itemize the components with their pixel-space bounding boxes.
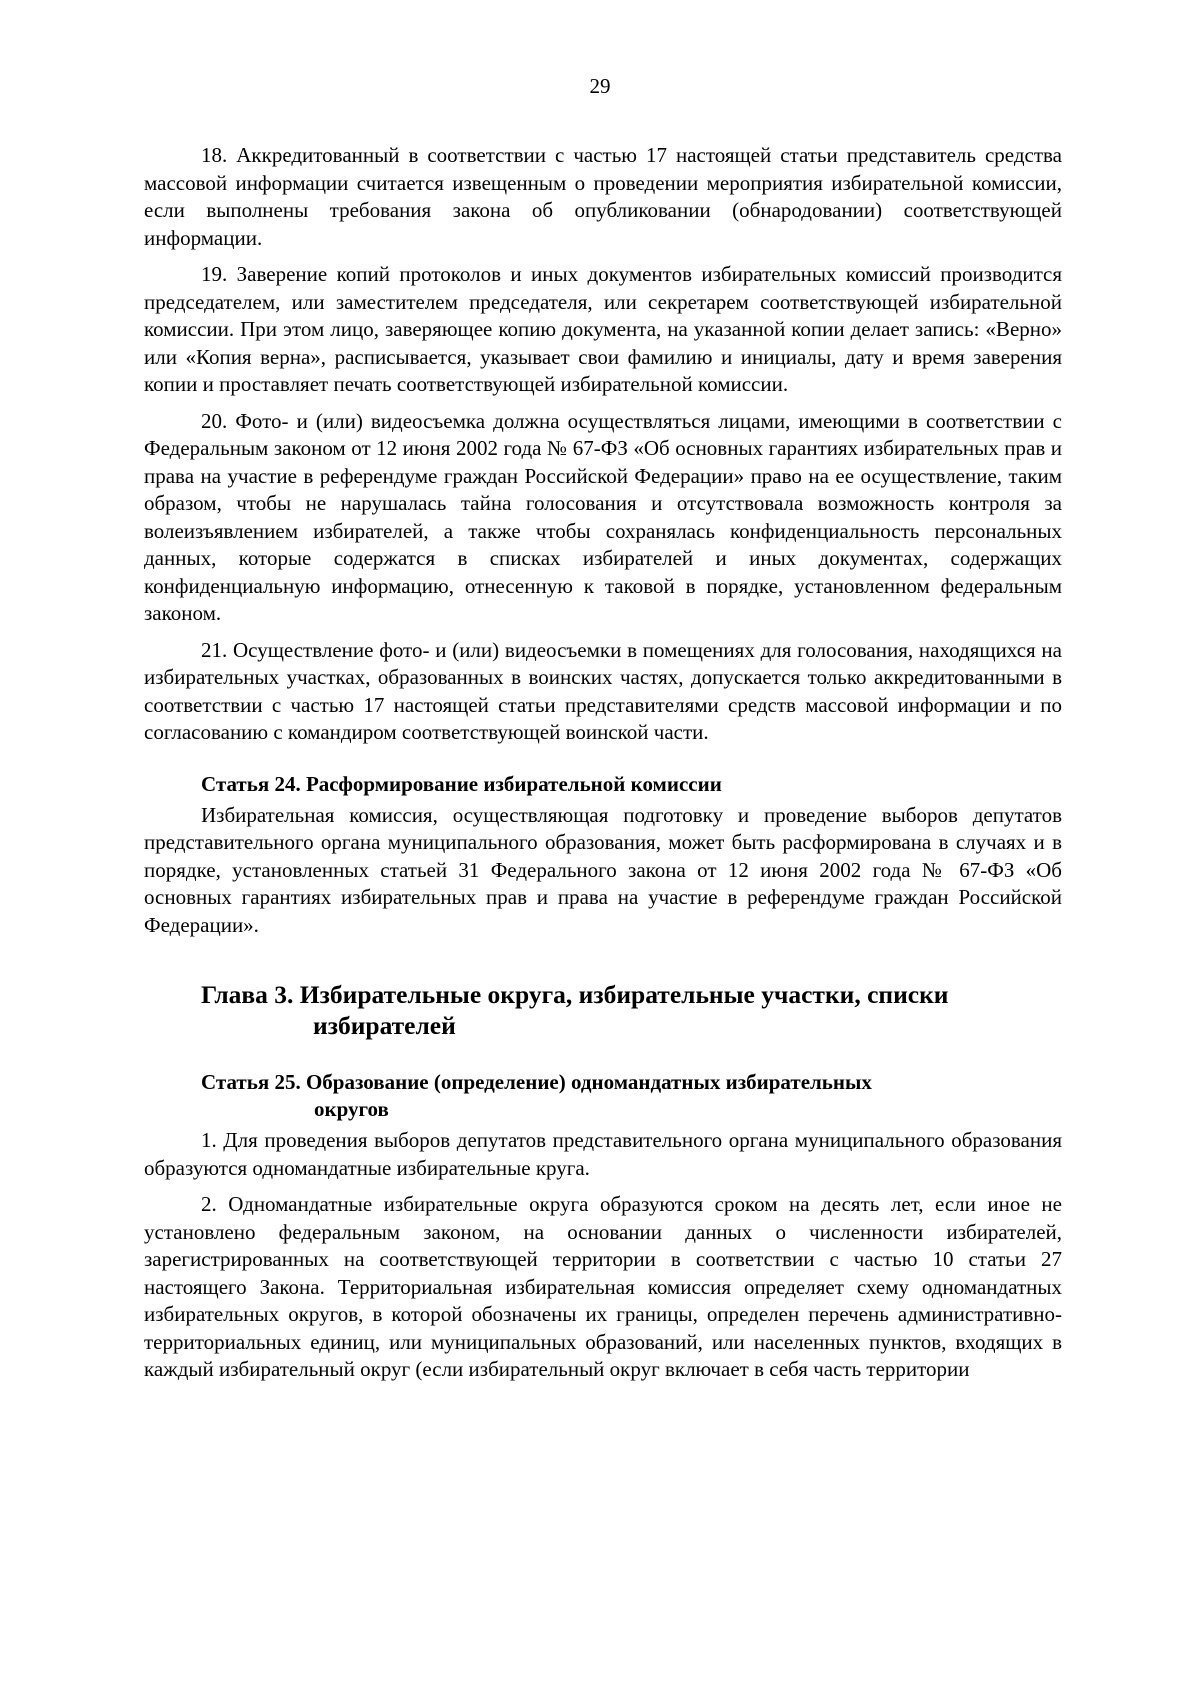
paragraph-20: 20. Фото- и (или) видеосъемка должна осуществляться лицами, имеющими в соответствии с Федеральным законом от 12 июня 2002 года № 67-ФЗ «Об основных гарантиях избирательных прав и права на участие в референдуме граждан Российской Федерации» право на ее осуществление, таким образом, чтобы не нарушалась тайна голосования и отсутствовала возможность контроля за волеизъявлением избирателей, а также чтобы сохранялась конфиденциальность персональных данных, которые содержатся в списках избирателей и иных документах, содержащих конфиденциальную информацию, отнесенную к таковой в порядке, установленном федеральным законом. bbox=[144, 408, 1062, 625]
article-25-paragraph-2: 2. Одномандатные избирательные округа образуются сроком на десять лет, если иное не установлено федеральным законом, на основании данных о численности избирателей, зарегистрированных на соответствующей территории в соответствии с частью 10 статьи 27 настоящего Закона. Территориальная избирательная комиссия определяет схему одномандатных избирательных округов, в которой обозначены их границы, определен перечень административно-территориальных единиц, или муниципальных образований, или населенных пунктов, входящих в каждый избирательный округ (если избирательный округ включает в себя часть территории bbox=[144, 1192, 1062, 1381]
chapter-3-title-line2: избирателей bbox=[313, 1011, 456, 1040]
article-24-heading bbox=[144, 771, 1062, 798]
chapter-3-heading bbox=[144, 979, 1062, 1041]
page-number: 29 bbox=[589, 74, 611, 98]
document-body bbox=[144, 142, 1062, 1393]
article-25-title-line2: округов bbox=[314, 1097, 389, 1121]
paragraph-21: 21. Осуществление фото- и (или) видеосъемки в помещениях для голосования, находящихся на избирательных участках, образованных в воинских частях, допускается только аккредитованными в соответствии с частью 17 настоящей статьи представителями средств массовой информации и по согласованию с командиром соответствующей воинской части. bbox=[144, 637, 1062, 744]
paragraph-19: 19. Заверение копий протоколов и иных документов избирательных комиссий производится председателем, или заместителем председателя, или секретарем соответствующей избирательной комиссии. При этом лицо, заверяющее копию документа, на указанной копии делает запись: «Верно» или «Копия верна», расписывается, указывает свои фамилию и инициалы, дату и время заверения копии и проставляет печать соответствующей избирательной комиссии. bbox=[144, 262, 1062, 396]
article-25-paragraph-1: 1. Для проведения выборов депутатов представительного органа муниципального образования образуются одномандатные избирательные круга. bbox=[144, 1128, 1062, 1180]
paragraph-18: 18. Аккредитованный в соответствии с частью 17 настоящей статьи представитель средства массовой информации считается извещенным о проведении мероприятия избирательной комиссии, если выполнены требования закона об опубликовании (обнародовании) соответствующей информации. bbox=[144, 143, 1062, 250]
article-25-heading bbox=[144, 1069, 1062, 1123]
article-24-text: Избирательная комиссия, осуществляющая подготовку и проведение выборов депутатов представительного органа муниципального образования, может быть расформирована в случаях и в порядке, установленных статьей 31 Федерального закона от 12 июня 2002 года № 67-ФЗ «Об основных гарантиях избирательных прав и права на участие в референдуме граждан Российской Федерации». bbox=[144, 802, 1062, 937]
article-25-title-line1: Статья 25. Образование (определение) одномандатных избирательных bbox=[201, 1070, 872, 1094]
article-24-title: Статья 24. Расформирование избирательной комиссии bbox=[201, 771, 722, 796]
chapter-3-title-line1: Глава 3. Избирательные округа, избирательные участки, списки bbox=[201, 980, 949, 1009]
